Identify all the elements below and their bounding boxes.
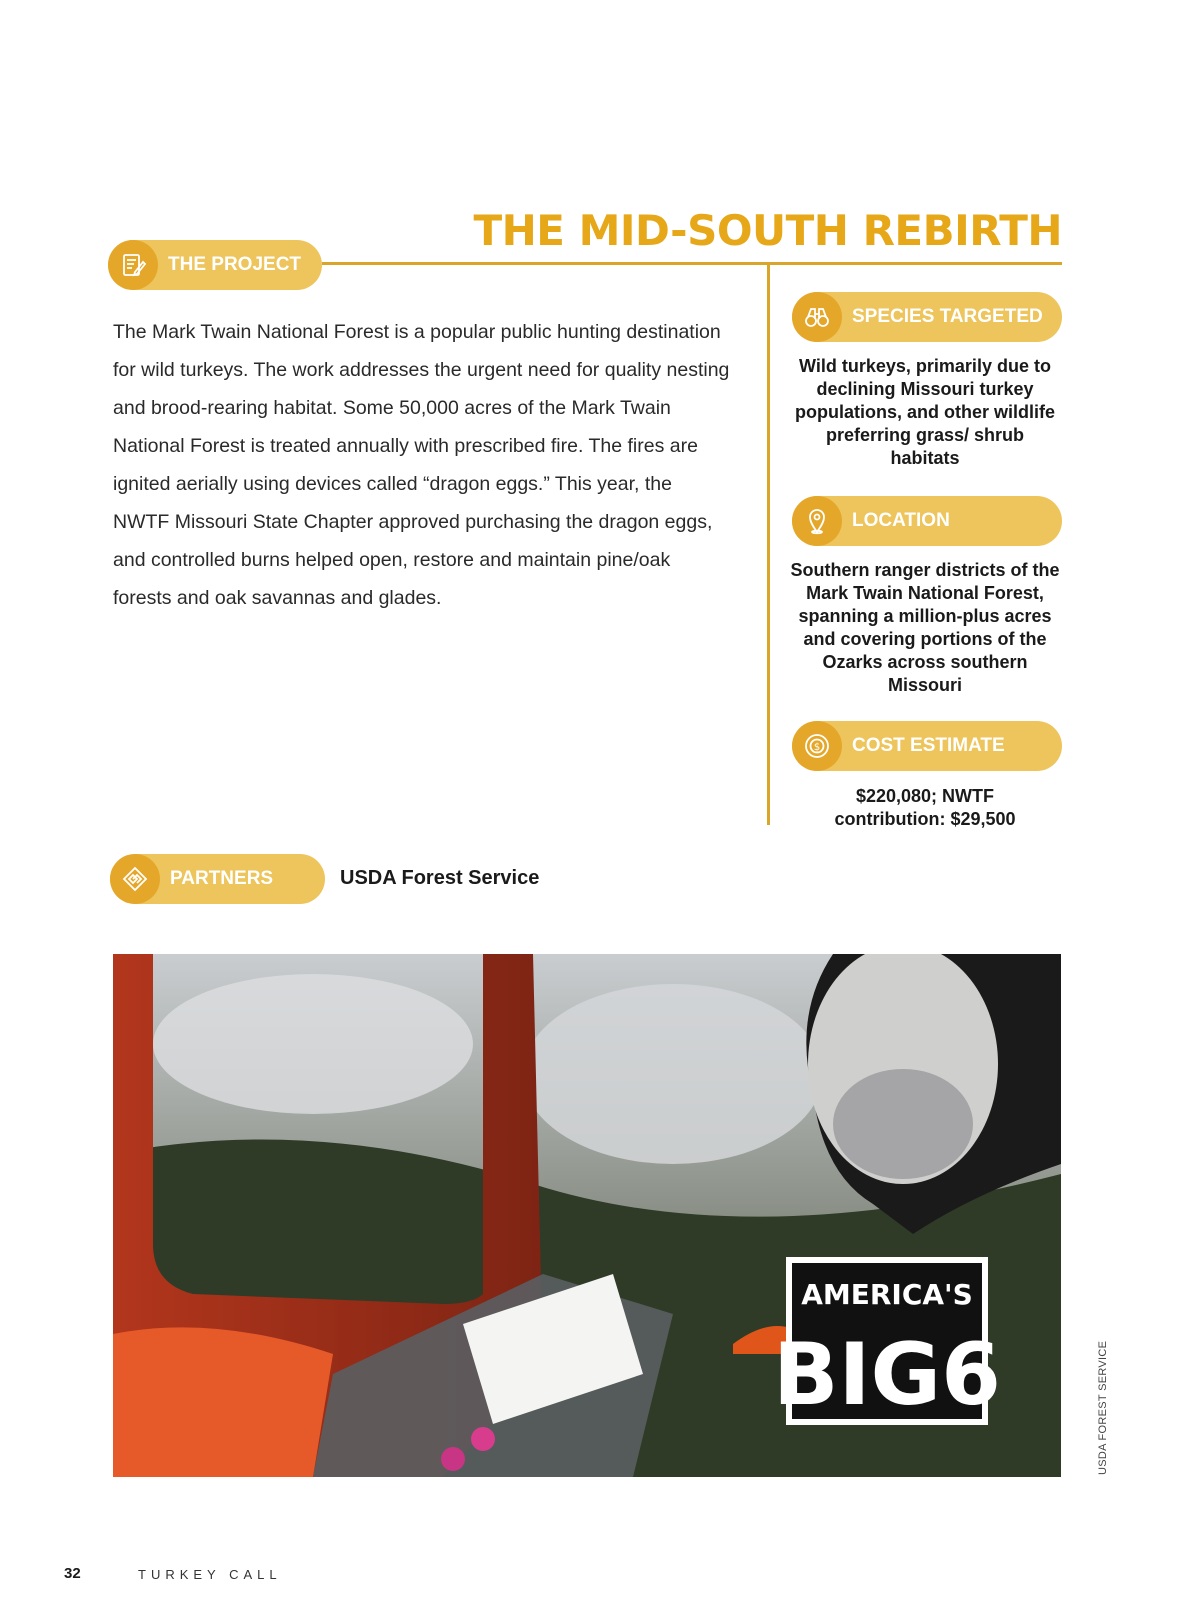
column-divider (767, 265, 770, 825)
handshake-icon (110, 854, 160, 904)
document-pen-icon (108, 240, 158, 290)
dollar-coin-icon (792, 721, 842, 771)
cost-label: COST ESTIMATE (852, 735, 1005, 756)
title-rule (322, 262, 1062, 265)
species-badge (792, 292, 1062, 342)
location-label: LOCATION (852, 510, 950, 531)
helicopter-fire-photo (113, 954, 1061, 1477)
page-number: 32 (64, 1565, 81, 1582)
binoculars-icon (792, 292, 842, 342)
partners-label: PARTNERS (170, 868, 274, 889)
project-description: The Mark Twain National Forest is a popular public hunting destination for wild turkeys. The work addresses the urgent need for quality nesting and brood-rearing habitat. Some 50,000 acres of the Mark Twain National Forest is treated annually with prescribed fire. The fires are ignited aerially using devices called “dragon eggs.” This year, the NWTF Missouri State Chapter approved purchasing the dragon eggs, and controlled burns helped open, restore and maintain pine/oak forests and oak savannas and glades. (113, 321, 730, 609)
logo-line-1: AMERICA'S (801, 1278, 973, 1311)
species-text: Wild turkeys, primarily due to declining Missouri turkey populations, and other wildlife preferring grass/ shrub habitats (795, 356, 1055, 468)
map-pin-icon (792, 496, 842, 546)
project-label: THE PROJECT (168, 254, 302, 275)
photo-credit: USDA FOREST SERVICE (1097, 1340, 1109, 1475)
location-text: Southern ranger districts of the Mark Twain National Forest, spanning a million-plus acres and covering portions of the Ozarks across southern Missouri (790, 560, 1060, 695)
cost-badge (792, 721, 1062, 771)
partners-value: USDA Forest Service (340, 867, 540, 889)
location-badge (792, 496, 1062, 546)
magazine-name: TURKEY CALL (138, 1567, 282, 1582)
project-badge (108, 240, 322, 290)
cost-text: $220,080; NWTF contribution: $29,500 (834, 786, 1016, 829)
species-label: SPECIES TARGETED (852, 306, 1043, 327)
svg-text:$: $ (813, 742, 821, 753)
logo-line-2: BIG6 (773, 1325, 1001, 1425)
page-title: THE MID-SOUTH REBIRTH (473, 206, 1062, 255)
partners-badge (110, 854, 325, 904)
